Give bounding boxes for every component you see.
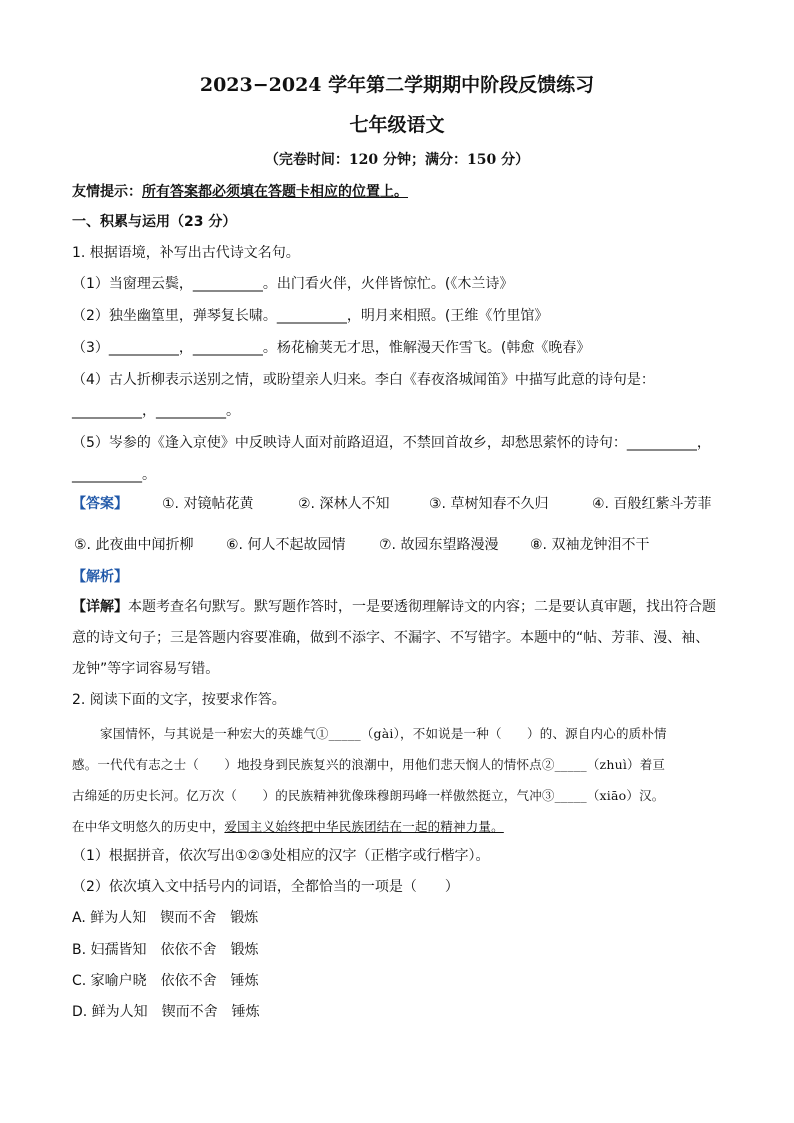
- question-2-sub-1: （1）根据拼音，依次写出①②③处相应的汉字（正楷字或行楷字）。: [72, 848, 490, 864]
- passage-line-1: 家国情怀，与其说是一种宏大的英雄气①_____（gài），不如说是一种（ ）的、源自内心的质朴情: [100, 726, 667, 741]
- analysis-label: 【解析】: [72, 569, 128, 585]
- detail-label: 【详解】: [72, 599, 128, 615]
- tip-text: 所有答案都必须填在答题卡相应的位置上。: [142, 184, 408, 200]
- answer-item: ③. 草树知春不久归: [429, 496, 549, 512]
- option-d: D. 鲜为人知 锲而不舍 锤炼: [72, 1004, 260, 1020]
- question-1-item-2: （2）独坐幽篁里，弹琴复长啸。__________，明月来相照。(王维《竹里馆》: [72, 308, 549, 324]
- passage-line-3: 古绵延的历史长河。亿万次（ ）的民族精神犹像珠穆朗玛峰一样傲然挺立，气冲③_____（xiāo）汉。: [72, 788, 665, 803]
- question-1-item-5: （5）岑参的《逢入京使》中反映诗人面对前路迢迢，不禁回首故乡，却愁思萦怀的诗句：__________，: [72, 435, 711, 451]
- tip-label: 友情提示：: [72, 184, 142, 200]
- analysis-detail-line-2: 意的诗文句子；三是答题内容要准确，做到不添字、不漏字、不写错字。本题中的“帖、芳菲、漫、袖、: [72, 630, 710, 646]
- answer-item: ①. 对镜帖花黄: [162, 496, 254, 512]
- answer-item: ⑥. 何人不起故园情: [226, 537, 346, 553]
- answer-item: ⑧. 双袖龙钟泪不干: [530, 537, 650, 553]
- passage-line-2: 感。一代代有志之士（ ）地投身到民族复兴的浪潮中，用他们悲天悯人的情怀点②_____（zhuì）着亘: [72, 757, 666, 772]
- underlined-sentence: 爱国主义始终把中华民族团结在一起的精神力量。: [224, 819, 504, 834]
- answer-item: ⑤. 此夜曲中闻折柳: [74, 537, 194, 553]
- analysis-detail-line-1: 【详解】本题考查名句默写。默写题作答时，一是要透彻理解诗文的内容；二是要认真审题，找出符合题: [72, 599, 716, 615]
- question-1-item-4: （4）古人折柳表示送别之情，或盼望亲人归来。李白《春夜洛城闻笛》中描写此意的诗句是：: [72, 372, 655, 388]
- answer-row-2: [72, 535, 732, 555]
- passage-line-4: 在中华文明悠久的历史中，爱国主义始终把中华民族团结在一起的精神力量。: [72, 819, 504, 834]
- question-2-prompt: 2. 阅读下面的文字，按要求作答。: [72, 692, 286, 708]
- answer-item: ④. 百般红紫斗芳菲: [592, 496, 712, 512]
- question-1-item-1: （1）当窗理云鬓，__________。出门看火伴，火伴皆惊忙。(《木兰诗》: [72, 276, 514, 292]
- time-info: （完卷时间：120 分钟；满分：150 分）: [264, 152, 530, 168]
- answer-item: ②. 深林人不知: [298, 496, 390, 512]
- question-2-sub-2: （2）依次填入文中括号内的词语，全都恰当的一项是（ ）: [72, 879, 459, 895]
- answer-item: ⑦. 故园东望路漫漫: [379, 537, 499, 553]
- question-1-item-5-blank: __________。: [72, 467, 156, 483]
- page-subtitle: 七年级语文: [349, 114, 445, 136]
- option-b: B. 妇孺皆知 依依不舍 锻炼: [72, 942, 259, 958]
- question-1-prompt: 1. 根据语境，补写出古代诗文名句。: [72, 245, 300, 261]
- answer-row-1: [72, 494, 732, 514]
- option-c: C. 家喻户晓 依依不舍 锤炼: [72, 973, 259, 989]
- section-heading: 一、积累与运用（23 分）: [72, 214, 237, 230]
- question-1-item-4-blanks: __________，__________。: [72, 403, 240, 419]
- analysis-detail-line-3: 龙钟”等字词容易写错。: [72, 661, 220, 677]
- page-title: 2023−2024 学年第二学期期中阶段反馈练习: [199, 74, 595, 96]
- friendly-tip: [72, 182, 408, 202]
- question-1-item-3: （3）__________，__________。杨花榆荚无才思，惟解漫天作雪飞。(韩愈《晚春》: [72, 340, 591, 356]
- option-a: A. 鲜为人知 锲而不舍 锻炼: [72, 910, 259, 926]
- answer-label: 【答案】: [72, 496, 128, 512]
